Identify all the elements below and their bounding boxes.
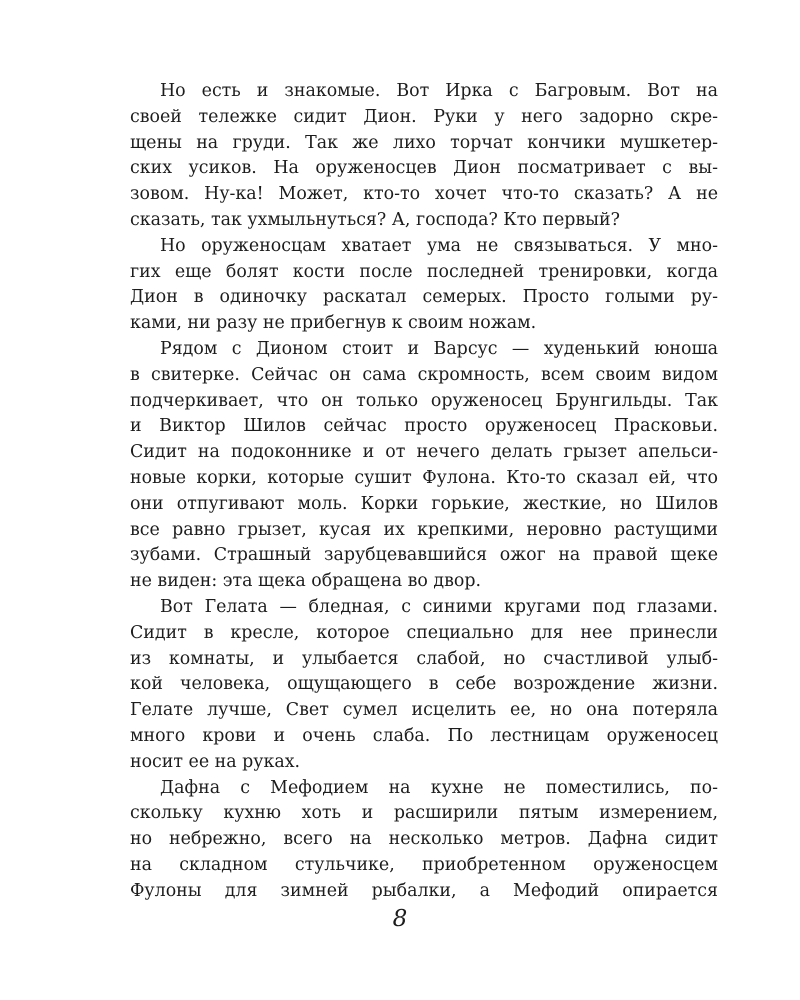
page-number: 8 (392, 906, 408, 932)
text-line: Фулоны для зимней рыбалки, а Мефодий опирается (130, 880, 718, 901)
text-line: Дион в одиночку раскатал семерых. Просто голыми ру- (130, 287, 718, 308)
text-line: новые корки, которые сушит Фулона. Кто-то сказал ей, что (130, 467, 718, 488)
text-line: на складном стульчике, приобретенном оруженосцем (130, 854, 718, 875)
text-line: Сидит на подоконнике и от нечего делать грызет апельси- (130, 442, 718, 463)
text-line: носит ее на руках. (130, 751, 301, 772)
text-line: своей тележке сидит Дион. Руки у него задорно скре- (130, 106, 718, 127)
text-line: из комнаты, и улыбается слабой, но счастливой улыб- (130, 648, 718, 669)
text-line: они отпугивают моль. Корки горькие, жесткие, но Шилов (130, 493, 718, 514)
text-line: скольку кухню хоть и расширили пятым измерением, (130, 803, 718, 824)
text-line: ских усиков. На оруженосцев Дион посматривает с вы- (130, 158, 718, 179)
text-line: и Виктор Шилов сейчас просто оруженосец Прасковьи. (130, 416, 718, 437)
text-line: много крови и очень слаба. По лестницам оруженосец (130, 725, 718, 746)
text-line: в свитерке. Сейчас он сама скромность, всем своим видом (130, 364, 718, 385)
text-line: Дафна с Мефодием на кухне не поместились, по- (160, 777, 718, 798)
text-line: кой человека, ощущающего в себе возрождение жизни. (130, 674, 718, 695)
text-line: все равно грызет, кусая их крепкими, неровно растущими (130, 519, 718, 540)
text-line: щены на груди. Так же лихо торчат кончики мушкетер- (130, 132, 718, 153)
text-line: но небрежно, всего на несколько метров. Дафна сидит (130, 829, 718, 850)
text-line: Сидит в кресле, которое специально для нее принесли (130, 622, 718, 643)
text-line: не виден: эта щека обращена во двор. (130, 571, 482, 592)
text-line: Гелате лучше, Свет сумел исцелить ее, но она потеряла (130, 700, 718, 721)
text-line: подчеркивает, что он только оруженосец Брунгильды. Так (130, 390, 718, 411)
text-line: Рядом с Дионом стоит и Варсус — худенький юноша (160, 338, 718, 359)
text-line: Но оруженосцам хватает ума не связываться. У мно- (160, 235, 718, 256)
text-line: сказать, так ухмыльнуться? А, господа? Кто первый? (130, 209, 620, 230)
body-text (130, 79, 718, 905)
text-line: ками, ни разу не прибегнув к своим ножам. (130, 313, 537, 334)
text-line: зовом. Ну-ка! Может, кто-то хочет что-то сказать? А не (130, 184, 718, 205)
text-line: зубами. Страшный зарубцевавшийся ожог на правой щеке (130, 545, 718, 566)
text-line: Но есть и знакомые. Вот Ирка с Багровым. Вот на (160, 81, 718, 101)
text-line: гих еще болят кости после последней тренировки, когда (130, 261, 718, 282)
text-line: Вот Гелата — бледная, с синими кругами под глазами. (160, 596, 718, 617)
